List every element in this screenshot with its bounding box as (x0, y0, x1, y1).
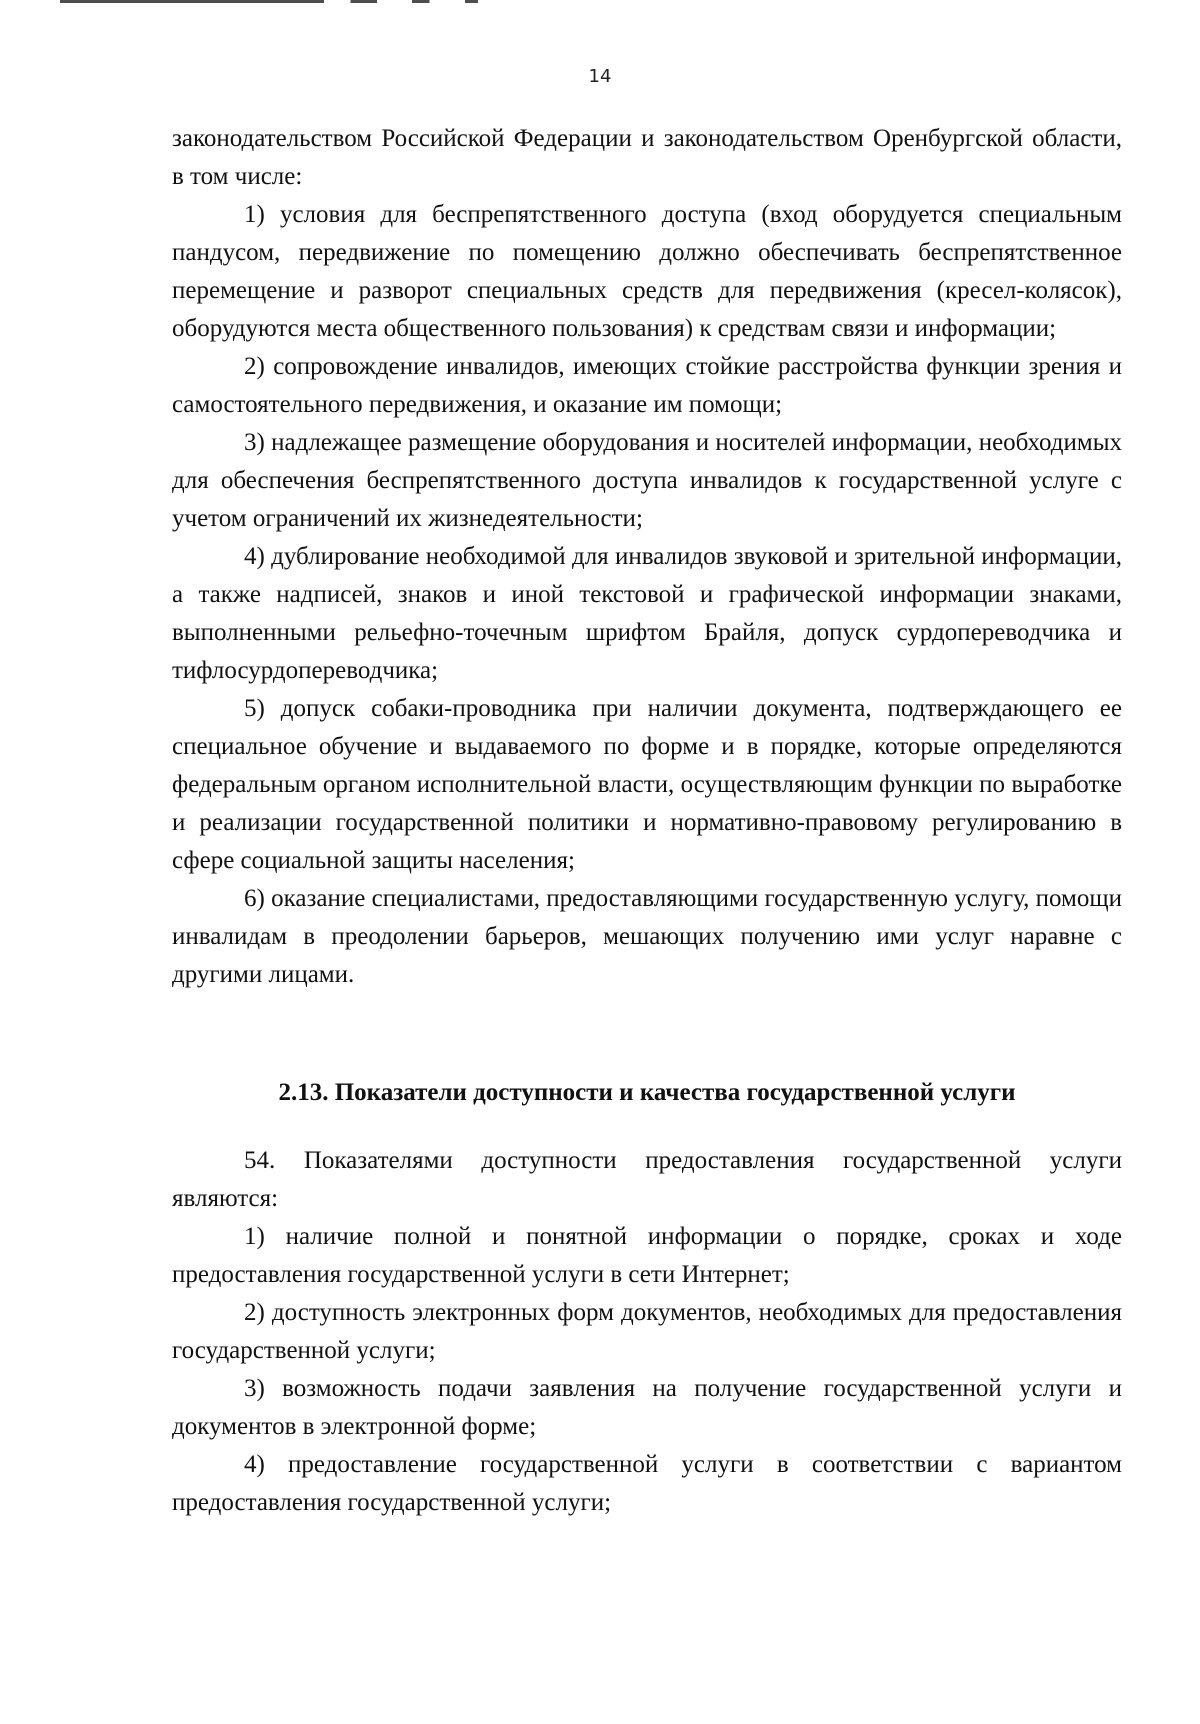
scan-artifact (60, 0, 500, 3)
indicator-item: 4) предоставление государственной услуги в соответствии с вариантом предоставления государственной услуги; (172, 1451, 1122, 1516)
page-number: 14 (588, 66, 612, 87)
condition-item: 6) оказание специалистами, предоставляющими государственную услугу, помощи инвалидам в преодолении барьеров, мешающих получению ими услуг наравне с другими лицами. (172, 885, 1122, 988)
indicator-item: 3) возможность подачи заявления на получение государственной услуги и документов в электронной форме; (172, 1375, 1122, 1440)
section-lead: 54. Показателями доступности предоставления государственной услуги являются: (172, 1147, 1122, 1212)
indicator-item: 1) наличие полной и понятной информации о порядке, сроках и ходе предоставления государственной услуги в сети Интернет; (172, 1223, 1122, 1288)
section-heading: 2.13. Показатели доступности и качества государственной услуги (278, 1079, 1016, 1106)
condition-item: 2) сопровождение инвалидов, имеющих стойкие расстройства функции зрения и самостоятельного передвижения, и оказание им помощи; (172, 353, 1122, 418)
condition-item: 4) дублирование необходимой для инвалидов звуковой и зрительной информации, а также надписей, знаков и иной текстовой и графической информации знаками, выполненными рельефно-точечным шрифтом Брайля, допуск сурдопереводчика и тифлосурдопереводчика; (172, 543, 1122, 684)
document-body (172, 120, 1122, 1522)
intro-continuation: законодательством Российской Федерации и законодательством Оренбургской области, в том числе: (172, 125, 1122, 190)
indicator-item: 2) доступность электронных форм документов, необходимых для предоставления государственной услуги; (172, 1299, 1122, 1364)
condition-item: 1) условия для беспрепятственного доступа (вход оборудуется специальным пандусом, передвижение по помещению должно обеспечивать беспрепятственное перемещение и разворот специальных средств для передвижения (кресел-колясок), оборудуются места общественного пользования) к средствам связи и информации; (172, 201, 1122, 342)
condition-item: 3) надлежащее размещение оборудования и носителей информации, необходимых для обеспечения беспрепятственного доступа инвалидов к государственной услуге с учетом ограничений их жизнедеятельности; (172, 429, 1122, 532)
condition-item: 5) допуск собаки-проводника при наличии документа, подтверждающего ее специальное обучение и выдаваемого по форме и в порядке, которые определяются федеральным органом исполнительной власти, осуществляющим функции по выработке и реализации государственной политики и нормативно-правовому регулированию в сфере социальной защиты населения; (172, 695, 1122, 874)
